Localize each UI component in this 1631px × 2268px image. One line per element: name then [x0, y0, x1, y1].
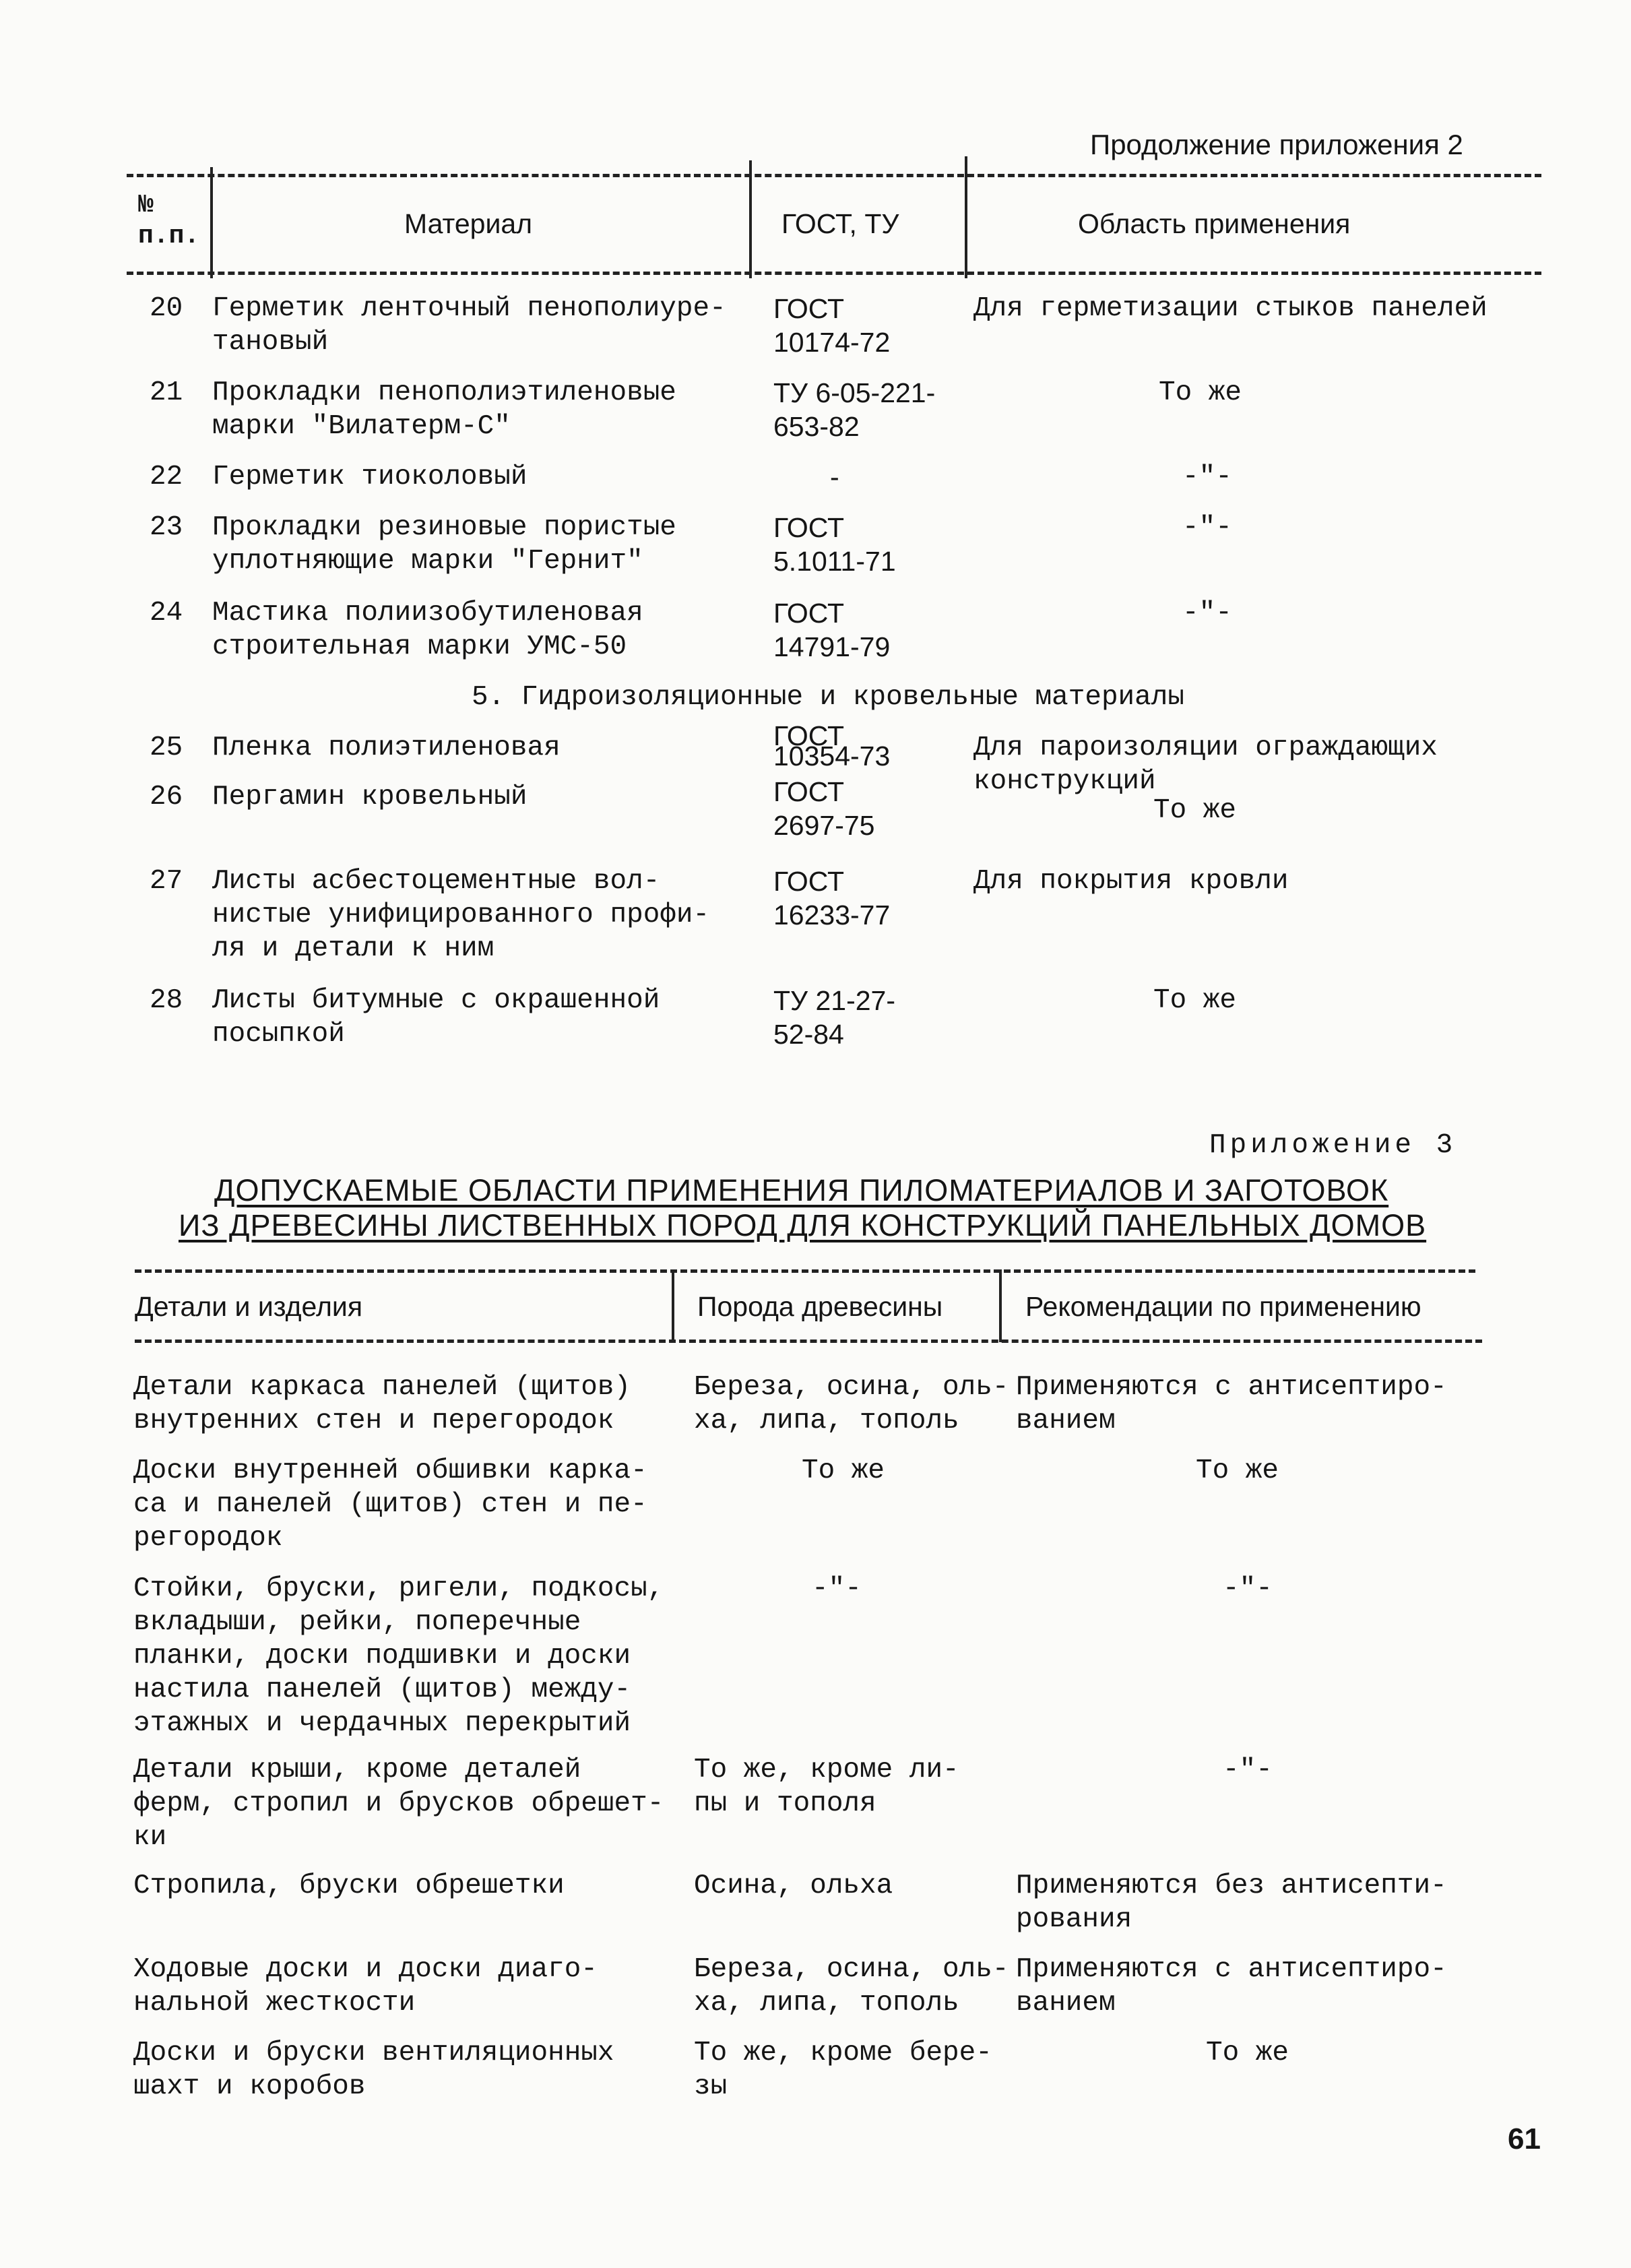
- row-material: Прокладки резиновые пористые уплотняющие марки "Гернит": [212, 512, 676, 577]
- header-gost: ГОСТ, ТУ: [781, 208, 899, 239]
- page-number: 61: [1508, 2122, 1541, 2155]
- row-gost: ГОСТ 2697-75: [773, 776, 875, 841]
- row-details: Доски внутренней обшивки карка- са и панелей (щитов) стен и пе- регородок: [133, 1455, 647, 1554]
- row-material: Пленка полиэтиленовая: [212, 732, 561, 763]
- row-area: То же: [1159, 377, 1242, 408]
- col-divider-2: [749, 160, 752, 278]
- appendix3-title-line1: ДОПУСКАЕМЫЕ ОБЛАСТИ ПРИМЕНЕНИЯ ПИЛОМАТЕРИАЛОВ И ЗАГОТОВОК: [214, 1173, 1389, 1207]
- row-area: Для пароизоляции ограждающих конструкций: [973, 732, 1438, 797]
- row-number: 22: [150, 462, 183, 493]
- row-number: 26: [150, 782, 183, 813]
- row-gost: -: [830, 462, 839, 493]
- row-recommendation: Применяются с антисептиро- ванием: [1016, 1372, 1447, 1437]
- row-recommendation: -"-: [1223, 1573, 1273, 1604]
- row-details: Стропила, бруски обрешетки: [133, 1870, 565, 1901]
- row-number: 24: [150, 598, 183, 629]
- row-gost: ГОСТ 14791-79: [773, 598, 891, 662]
- header-area: Область применения: [1078, 208, 1351, 239]
- row-area: -"-: [1182, 598, 1232, 629]
- row-details: Доски и бруски вентиляционных шахт и коробов: [133, 2038, 614, 2102]
- row-number: 28: [150, 985, 183, 1016]
- row-recommendation: То же: [1196, 1455, 1279, 1486]
- row-number: 27: [150, 866, 183, 897]
- row-material: Прокладки пенополиэтиленовые марки "Вилатерм-С": [212, 377, 676, 442]
- row-details: Ходовые доски и доски диаго- нальной жесткости: [133, 1954, 598, 2019]
- row-recommendation: Применяются с антисептиро- ванием: [1016, 1954, 1447, 2019]
- row-wood: -"-: [812, 1573, 862, 1604]
- section-heading: 5. Гидроизоляционные и кровельные материалы: [472, 682, 1184, 713]
- row-material: Герметик тиоколовый: [212, 462, 527, 493]
- header-wood: Порода древесины: [697, 1291, 943, 1322]
- header-details: Детали и изделия: [135, 1291, 363, 1322]
- header-num: № п.п.: [138, 191, 200, 251]
- row-details: Детали крыши, кроме деталей ферм, стропил и брусков обрешет- ки: [133, 1755, 664, 1853]
- row-material: Мастика полиизобутиленовая строительная марки УМС-50: [212, 598, 643, 662]
- header-material: Материал: [404, 208, 533, 239]
- row-details: Стойки, бруски, ригели, подкосы, вкладыши, рейки, поперечные планки, доски подшивки и доски настила панелей (щитов) между- этажных и чердачных перекрытий: [133, 1573, 664, 1739]
- appendix3-label: Приложение 3: [1209, 1130, 1457, 1161]
- row-area: -"-: [1182, 462, 1232, 493]
- header-recommend: Рекомендации по применению: [1025, 1291, 1421, 1322]
- row-wood: Осина, ольха: [694, 1870, 893, 1901]
- row-recommendation: То же: [1206, 2038, 1289, 2069]
- row-gost: ГОСТ 10354-73: [773, 720, 891, 771]
- table3-top-rule: [135, 1269, 1475, 1273]
- row-number: 21: [150, 377, 183, 408]
- row-wood: То же: [802, 1455, 885, 1486]
- row-number: 20: [150, 293, 183, 324]
- row-area: То же: [1153, 795, 1237, 826]
- row-details: Детали каркаса панелей (щитов) внутренних стен и перегородок: [133, 1372, 631, 1437]
- row-wood: Береза, осина, оль- ха, липа, тополь: [694, 1372, 1009, 1437]
- row-wood: Береза, осина, оль- ха, липа, тополь: [694, 1954, 1009, 2019]
- row-material: Листы асбестоцементные вол- нистые унифицированного профи- ля и детали к ним: [212, 866, 710, 964]
- table3-header-rule: [135, 1340, 1482, 1343]
- col-divider-3: [965, 156, 967, 278]
- col3-divider-1: [672, 1269, 674, 1342]
- row-wood: То же, кроме ли- пы и тополя: [694, 1755, 959, 1819]
- row-material: Листы битумные с окрашенной посыпкой: [212, 985, 660, 1050]
- row-material: Герметик ленточный пенополиуре- тановый: [212, 293, 726, 358]
- row-recommendation: -"-: [1223, 1755, 1273, 1786]
- row-area: Для герметизации стыков панелей: [973, 293, 1488, 324]
- row-gost: ГОСТ 16233-77: [773, 866, 891, 931]
- row-wood: То же, кроме бере- зы: [694, 2038, 992, 2102]
- appendix3-title-line2: ИЗ ДРЕВЕСИНЫ ЛИСТВЕННЫХ ПОРОД ДЛЯ КОНСТРУКЦИЙ ПАНЕЛЬНЫХ ДОМОВ: [179, 1208, 1427, 1242]
- row-recommendation: Применяются без антисепти- рования: [1016, 1870, 1447, 1935]
- row-number: 23: [150, 512, 183, 543]
- continuation-label: Продолжение приложения 2: [1090, 129, 1463, 160]
- row-gost: ТУ 21-27- 52-84: [773, 985, 895, 1050]
- row-area: Для покрытия кровли: [973, 866, 1289, 897]
- row-material: Пергамин кровельный: [212, 782, 527, 813]
- row-gost: ГОСТ 5.1011-71: [773, 512, 896, 577]
- row-gost: ГОСТ 10174-72: [773, 293, 891, 358]
- col-divider-1: [210, 167, 213, 278]
- row-gost: ТУ 6-05-221- 653-82: [773, 377, 936, 442]
- table-header-rule: [127, 272, 1541, 275]
- row-number: 25: [150, 732, 183, 763]
- col3-divider-2: [999, 1269, 1002, 1342]
- row-area: -"-: [1182, 512, 1232, 543]
- row-area: То же: [1153, 985, 1237, 1016]
- table-top-rule: [127, 174, 1541, 177]
